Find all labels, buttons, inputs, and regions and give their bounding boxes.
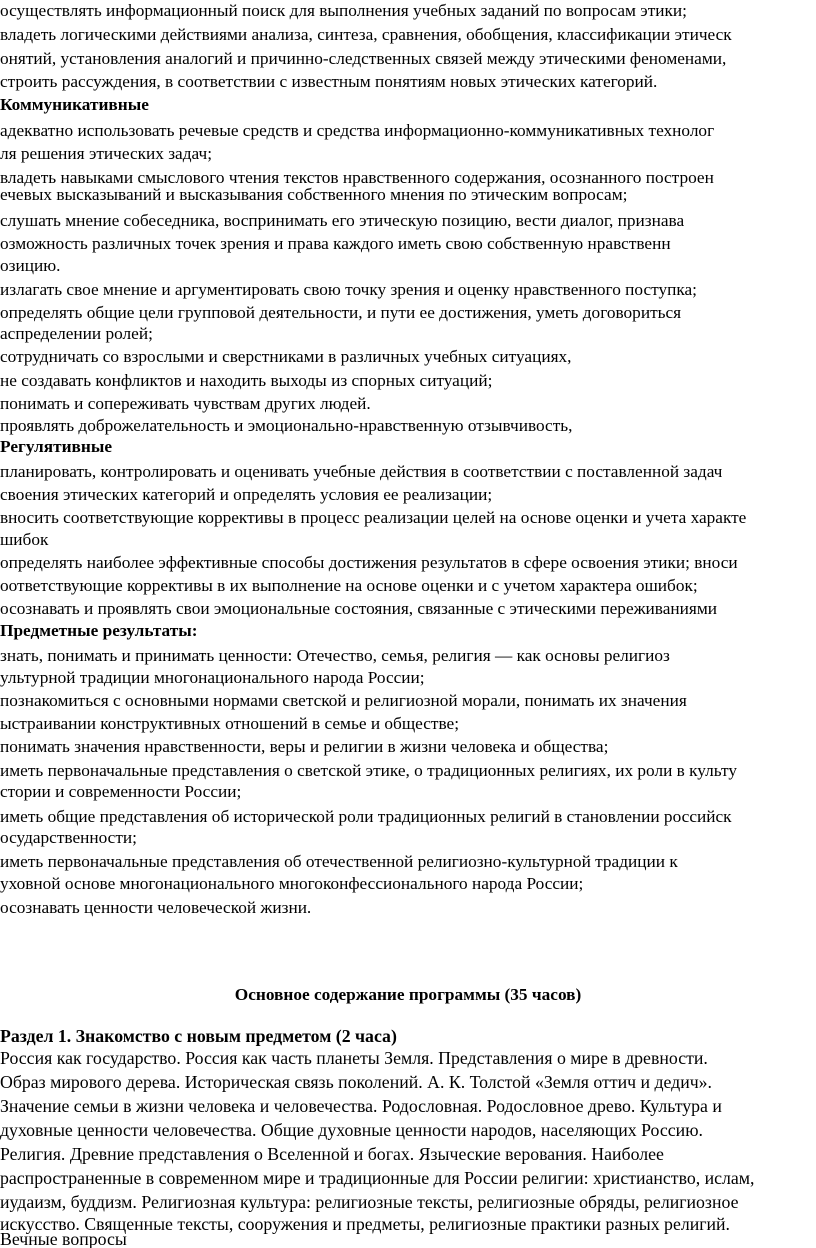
- text-line: ыстраивании конструктивных отношений в семье и обществе;: [0, 714, 460, 733]
- text-line: ультурной традиции многонационального народа России;: [0, 668, 425, 687]
- text-line: проявлять доброжелательность и эмоционально-нравственную отзывчивость,: [0, 416, 573, 435]
- text-line: познакомиться с основными нормами светской и религиозной морали, понимать их значения: [0, 691, 687, 710]
- text-line: осознавать и проявлять свои эмоциональные состояния, связанные с этическими переживаниями: [0, 599, 718, 618]
- text-line: своения этических категорий и определять условия ее реализации;: [0, 485, 493, 504]
- text-line: стории и современности России;: [0, 782, 242, 801]
- paragraph-line: Религия. Древние представления о Вселенной и богах. Языческие верования. Наиболее: [0, 1144, 664, 1164]
- text-line: знать, понимать и принимать ценности: Отечество, семья, религия — как основы религиоз: [0, 646, 670, 665]
- text-line: осуществлять информационный поиск для выполнения учебных заданий по вопросам этики;: [0, 1, 687, 20]
- paragraph-line: Значение семьи в жизни человека и человечества. Родословная. Родословное древо. Культура и: [0, 1096, 722, 1116]
- paragraph-line: иудаизм, буддизм. Религиозная культура: религиозные тексты, религиозные обряды, религиозное: [0, 1192, 739, 1212]
- text-line: ля решения этических задач;: [0, 144, 212, 163]
- text-line: ечевых высказываний и высказывания собственного мнения по этическим вопросам;: [0, 185, 628, 204]
- text-line: вносить соответствующие коррективы в процесс реализации целей на основе оценки и учета характе: [0, 508, 747, 527]
- section-heading: Раздел 1. Знакомство с новым предметом (2 часа): [0, 1026, 397, 1046]
- text-line: иметь общие представления об исторической роли традиционных религий в становлении российск: [0, 807, 732, 826]
- text-line: строить рассуждения, в соответствии с известным понятиям новых этических категорий.: [0, 72, 658, 91]
- text-line: адекватно использовать речевые средств и средства информационно-коммуникативных технолог: [0, 121, 715, 140]
- paragraph-line: искусство. Священные тексты, сооружения и предметы, религиозные практики разных религий.: [0, 1214, 730, 1234]
- text-line: определять наиболее эффективные способы достижения результатов в сфере освоения этики; вноси: [0, 553, 738, 572]
- program-content-heading: Основное содержание программы (35 часов): [234, 985, 582, 1004]
- text-line: иметь первоначальные представления об отечественной религиозно-культурной традиции к: [0, 852, 678, 871]
- text-line: понимать значения нравственности, веры и религии в жизни человека и общества;: [0, 737, 609, 756]
- text-line: аспределении ролей;: [0, 324, 153, 343]
- text-line: излагать свое мнение и аргументировать свою точку зрения и оценку нравственного поступка;: [0, 280, 697, 299]
- text-line: владеть навыками смыслового чтения текстов нравственного содержания, осознанного построен: [0, 168, 714, 187]
- text-line: шибок: [0, 530, 49, 549]
- text-line: слушать мнение собеседника, воспринимать его этическую позицию, вести диалог, признава: [0, 211, 685, 230]
- text-line: сотрудничать со взрослыми и сверстниками в различных учебных ситуациях,: [0, 347, 572, 366]
- paragraph-line: Образ мирового дерева. Историческая связь поколений. А. К. Толстой «Земля оттич и дедич».: [0, 1072, 713, 1092]
- text-line: понимать и сопереживать чувствам других людей.: [0, 394, 371, 413]
- text-line: осознавать ценности человеческой жизни.: [0, 898, 312, 917]
- text-line: осударственности;: [0, 828, 137, 847]
- subheading-regulatory: Регулятивные: [0, 437, 112, 456]
- text-line: определять общие цели групповой деятельности, и пути ее достижения, уметь договориться: [0, 303, 682, 322]
- text-line: озможность различных точек зрения и права каждого иметь свою собственную нравственн: [0, 234, 671, 253]
- text-line: онятий, установления аналогий и причинно-следственных связей между этическими феноменами,: [0, 49, 727, 68]
- paragraph-line: распространенные в современном мире и традиционные для России религии: христианство, ислам,: [0, 1168, 755, 1188]
- text-line: оответствующие коррективы в их выполнение на основе оценки и с учетом характера ошибок;: [0, 576, 698, 595]
- text-line: уховной основе многонационального многоконфессионального народа России;: [0, 874, 584, 893]
- text-line: владеть логическими действиями анализа, синтеза, сравнения, обобщения, классификации этическ: [0, 25, 732, 44]
- paragraph-line: Вечные вопросы: [0, 1229, 127, 1248]
- subheading-subject-results: Предметные результаты:: [0, 621, 198, 640]
- text-line: планировать, контролировать и оценивать учебные действия в соответствии с поставленной задач: [0, 462, 723, 481]
- subheading-communicative: Коммуникативные: [0, 95, 149, 114]
- text-line: иметь первоначальные представления о светской этике, о традиционных религиях, их роли в культу: [0, 761, 737, 780]
- text-line: не создавать конфликтов и находить выходы из спорных ситуаций;: [0, 371, 493, 390]
- paragraph-line: Россия как государство. Россия как часть планеты Земля. Представления о мире в древности.: [0, 1048, 708, 1068]
- text-line: озицию.: [0, 256, 61, 275]
- paragraph-line: духовные ценности человечества. Общие духовные ценности народов, населяющих Россию.: [0, 1120, 703, 1140]
